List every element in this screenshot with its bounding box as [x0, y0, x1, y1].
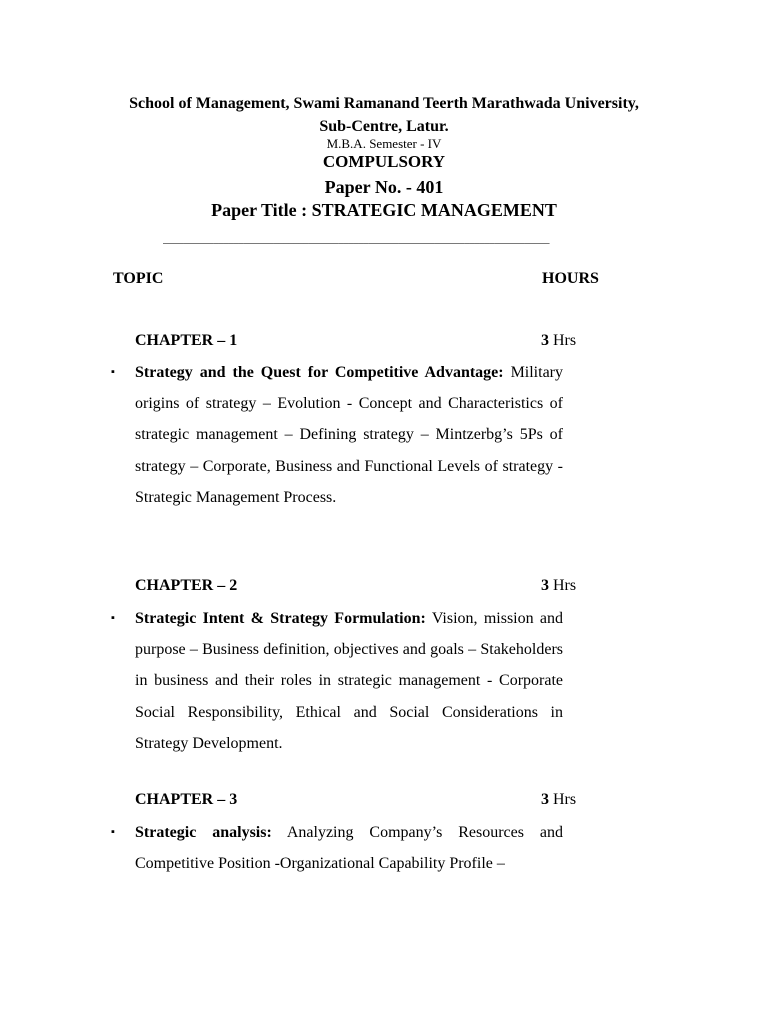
hours-unit: Hrs: [549, 791, 577, 808]
compulsory-label: COMPULSORY: [322, 152, 446, 171]
hours-unit: Hrs: [549, 332, 577, 349]
hours-value: 3: [541, 577, 549, 594]
chapter-title: CHAPTER – 2: [135, 577, 238, 594]
chapter-hours: [541, 577, 576, 595]
paper-number: Paper No. - 401: [324, 177, 444, 197]
topic-column-header: TOPIC: [113, 270, 164, 287]
paper-title: Paper Title : STRATEGIC MANAGEMENT: [211, 200, 557, 220]
hours-unit: Hrs: [549, 577, 577, 594]
chapter-hours: [541, 332, 576, 350]
sub-centre-line: Sub-Centre, Latur.: [319, 118, 449, 135]
bullet-icon: ▪: [111, 366, 115, 378]
chapter-description: [135, 357, 563, 513]
topic-heading: Strategy and the Quest for Competitive Advantage:: [135, 364, 504, 381]
chapter-title: CHAPTER – 3: [135, 791, 238, 808]
hours-value: 3: [541, 791, 549, 808]
bullet-icon: ▪: [111, 612, 115, 624]
university-name-line: School of Management, Swami Ramanand Teerth Marathwada University,: [129, 95, 639, 112]
hours-value: 3: [541, 332, 549, 349]
chapter-hours: [541, 791, 576, 809]
chapter-description: [135, 817, 563, 879]
topic-text: Analyzing Company’s Resources and Competitive Position -Organizational Capability Profile –: [135, 824, 563, 873]
topic-text: Military origins of strategy – Evolution - Concept and Characteristics of strategic management – Defining strategy – Mintzerbg’s 5Ps of strategy – Corporate, Business and Functional Levels of strategy - Strategic Management Process.: [135, 364, 563, 506]
topic-heading: Strategic Intent & Strategy Formulation:: [135, 610, 426, 627]
chapter-title: CHAPTER – 1: [135, 332, 238, 349]
separator-rule: _____________________________________________________________________________: [163, 234, 550, 245]
topic-heading: Strategic analysis:: [135, 824, 272, 841]
topic-text: Vision, mission and purpose – Business definition, objectives and goals – Stakeholders in business and their roles in strategic management - Corporate Social Responsibility, Ethical and Social Considerations in Strategy Development.: [135, 610, 563, 752]
bullet-icon: ▪: [111, 826, 115, 838]
hours-column-header: HOURS: [542, 270, 599, 287]
chapter-description: [135, 603, 563, 759]
semester-line: M.B.A. Semester - IV: [326, 136, 442, 151]
